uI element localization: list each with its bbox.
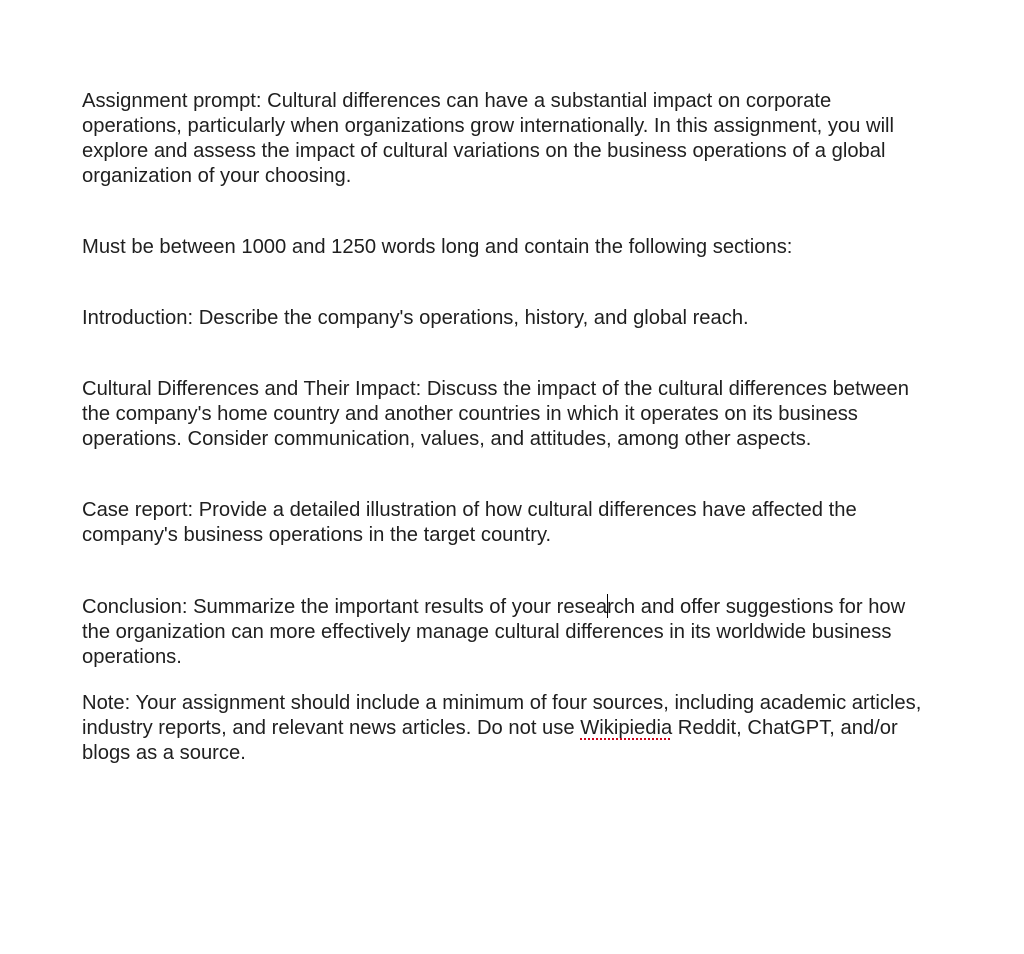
note-text-start: Note: Your assignment should include a minimum of four sources, including academic articles, industry reports, and relevant news articles. Do not use xyxy=(82,692,922,739)
conclusion-text-after-caret: rch and offer suggestions for how the organization can more effectively manage cultural differences in its worldwide business operations. xyxy=(82,596,906,668)
note-text-end: Reddit, ChatGPT, and/or blogs as a source. xyxy=(82,717,898,764)
assignment-prompt-paragraph: Assignment prompt: Cultural differences can have a substantial impact on corporate operations, particularly when organizations grow internationally. In this assignment, you will explore and assess the impact of cultural variations on the business operations of a global organization of your choosing. xyxy=(82,90,895,187)
document-body[interactable] xyxy=(82,89,932,766)
note-paragraph xyxy=(82,691,932,766)
conclusion-text-before-caret: Conclusion: Summarize the important results of your resea xyxy=(82,596,608,618)
case-report-paragraph: Case report: Provide a detailed illustration of how cultural differences have affected the company's business operations in the target country. xyxy=(82,499,857,546)
misspelled-word[interactable]: Wikipiedia xyxy=(580,717,673,739)
cultural-differences-paragraph: Cultural Differences and Their Impact: Discuss the impact of the cultural differences between the company's home country and another countries in which it operates on its business operations. Consider communication, values, and attitudes, among other aspects. xyxy=(82,378,909,450)
conclusion-paragraph xyxy=(82,594,932,670)
introduction-paragraph: Introduction: Describe the company's operations, history, and global reach. xyxy=(82,307,749,329)
length-requirement-paragraph: Must be between 1000 and 1250 words long and contain the following sections: xyxy=(82,236,793,258)
